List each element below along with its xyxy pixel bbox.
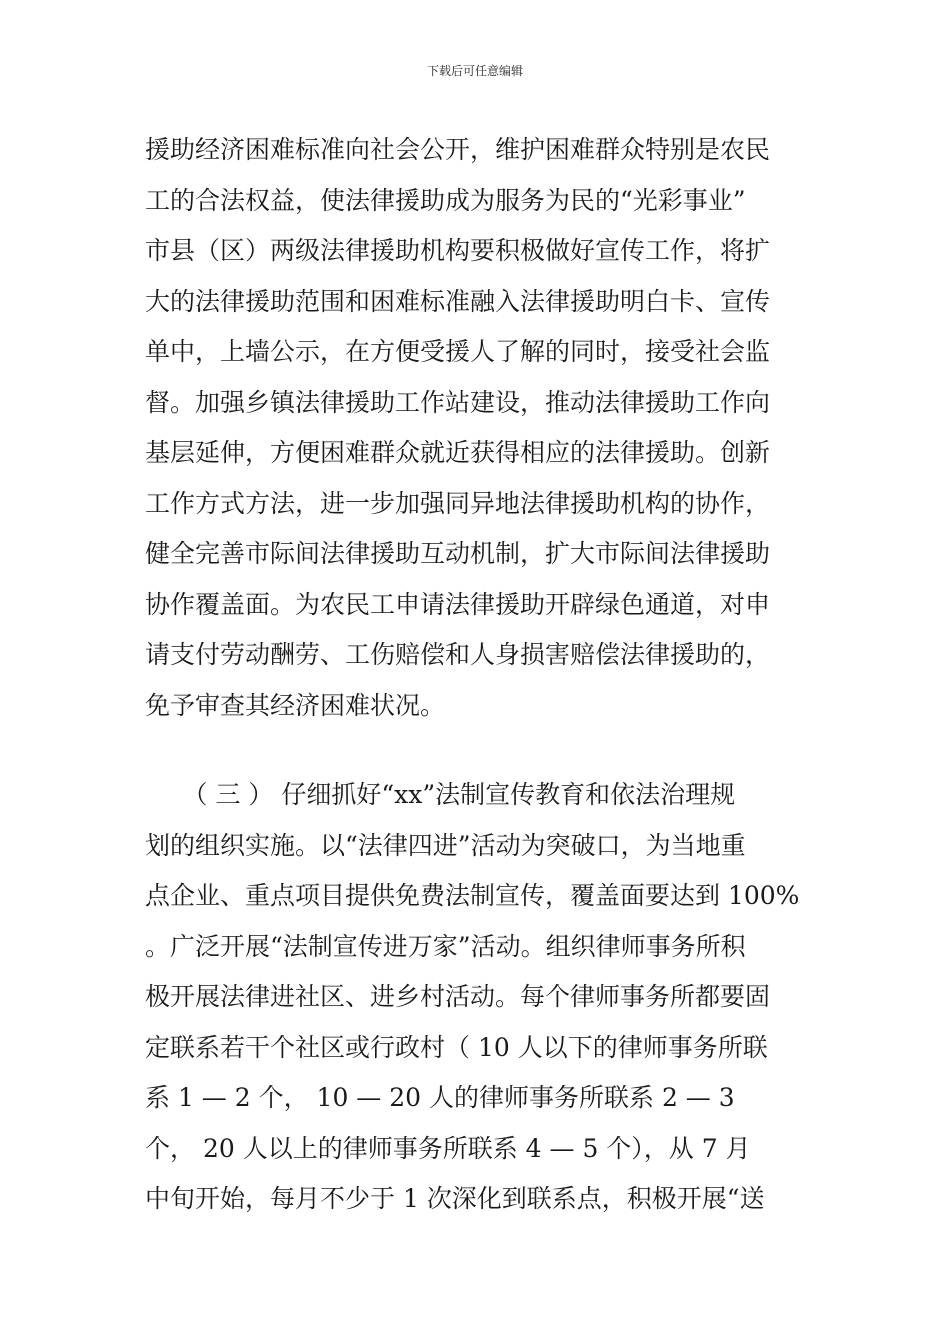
paragraph-legal-aid <box>145 125 809 731</box>
text-line: （ 三 ） 仔细抓好“xx”法制宣传教育和依法治理规 <box>145 780 736 809</box>
text-line: 市县（区）两级法律援助机构要积极做好宣传工作，将扩 <box>145 236 771 265</box>
text-line: 划的组织实施。以“法律四进”活动为突破口，为当地重 <box>145 830 746 860</box>
paragraph-legal-education <box>145 770 809 1225</box>
page-header: 下载后可任意编辑 <box>426 64 523 78</box>
text-line: 定联系若干个社区或行政村（ 10 人以下的律师事务所联 <box>145 1032 768 1062</box>
text-line: 。广泛开展“法制宣传进万家”活动。组织律师事务所积 <box>145 931 746 961</box>
text-line: 工的合法权益，使法律援助成为服务为民的“光彩事业” <box>145 185 746 215</box>
text-line: 援助经济困难标准向社会公开，维护困难群众特别是农民 <box>145 135 771 164</box>
text-line: 健全完善市际间法律援助互动机制，扩大市际间法律援助 <box>145 539 771 568</box>
text-line: 个， 20 人以上的律师事务所联系 4 — 5 个），从 7 月 <box>145 1133 751 1163</box>
text-line: 督。加强乡镇法律援助工作站建设，推动法律援助工作向 <box>145 387 771 417</box>
text-line: 中旬开始，每月不少于 1 次深化到联系点，积极开展“送 <box>145 1184 765 1213</box>
text-line: 单中，上墙公示，在方便受援人了解的同时，接受社会监 <box>145 337 771 366</box>
text-line: 免予审查其经济困难状况。 <box>145 690 446 720</box>
text-line: 请支付劳动酬劳、工伤赔偿和人身损害赔偿法律援助的， <box>145 640 771 669</box>
text-line: 工作方式方法，进一步加强同异地法律援助机构的协作， <box>145 488 771 518</box>
text-line: 极开展法律进社区、进乡村活动。每个律师事务所都要固 <box>145 982 771 1011</box>
text-line: 基层延伸，方便困难群众就近获得相应的法律援助。创新 <box>145 438 771 467</box>
text-line: 系 1 — 2 个， 10 — 20 人的律师事务所联系 2 — 3 <box>145 1083 735 1112</box>
text-line: 大的法律援助范围和困难标准融入法律援助明白卡、宣传 <box>145 286 771 316</box>
text-line: 协作覆盖面。为农民工申请法律援助开辟绿色通道，对申 <box>145 589 771 619</box>
text-line: 点企业、重点项目提供免费法制宣传，覆盖面要达到 100% <box>145 881 800 910</box>
